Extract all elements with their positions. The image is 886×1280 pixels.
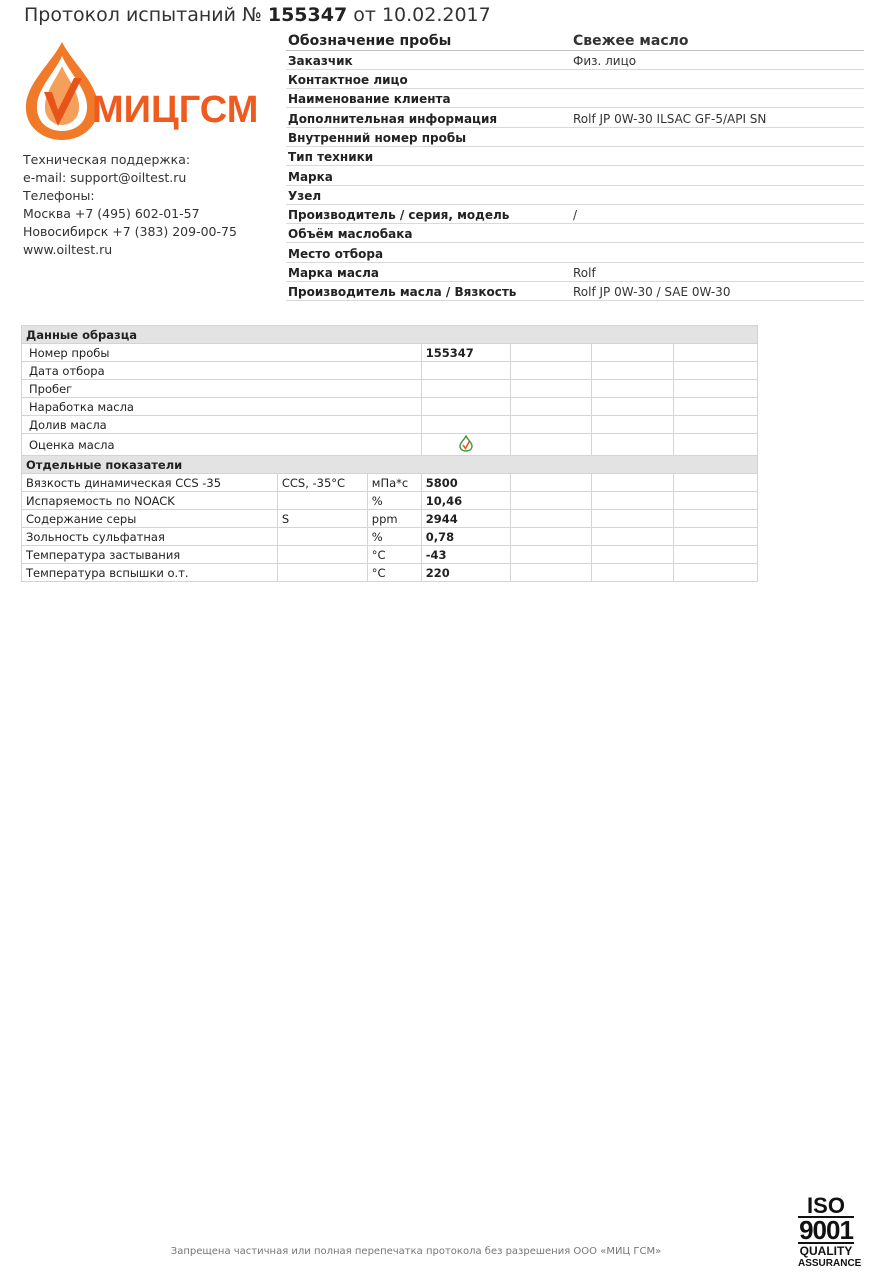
sample-data-label: Долив масла	[22, 416, 422, 434]
field-value	[571, 69, 864, 88]
indicators-section-header	[22, 456, 758, 474]
empty-cell	[510, 474, 592, 492]
empty-cell	[510, 564, 592, 582]
field-value	[571, 166, 864, 185]
indicator-method	[277, 492, 367, 510]
empty-cell	[510, 380, 592, 398]
field-value	[571, 243, 864, 262]
contacts-block	[23, 151, 237, 259]
field-label: Марка	[286, 166, 571, 185]
sample-info-row	[286, 166, 864, 185]
field-label: Производитель масла / Вязкость	[286, 282, 571, 301]
indicator-value: 0,78	[421, 528, 510, 546]
indicator-method: S	[277, 510, 367, 528]
indicator-method	[277, 564, 367, 582]
empty-cell	[592, 492, 674, 510]
empty-cell	[592, 474, 674, 492]
indicator-unit: мПа*с	[367, 474, 421, 492]
empty-cell	[674, 434, 758, 456]
empty-cell	[510, 416, 592, 434]
field-label: Наименование клиента	[286, 89, 571, 108]
empty-cell	[510, 492, 592, 510]
indicator-row	[22, 528, 758, 546]
sample-data-row	[22, 416, 758, 434]
indicator-row	[22, 492, 758, 510]
empty-cell	[510, 528, 592, 546]
indicator-value: 220	[421, 564, 510, 582]
support-email[interactable]: e-mail: support@oiltest.ru	[23, 170, 187, 185]
field-label: Тип техники	[286, 146, 571, 165]
indicator-row	[22, 564, 758, 582]
empty-cell	[510, 434, 592, 456]
empty-cell	[674, 474, 758, 492]
sample-data-label: Номер пробы	[22, 344, 422, 362]
sample-info-rows	[286, 50, 864, 301]
iso-line2: 9001	[799, 1215, 853, 1245]
support-label: Техническая поддержка:	[23, 152, 191, 167]
iso-line1: ISO	[798, 1196, 854, 1218]
field-label: Объём маслобака	[286, 224, 571, 243]
empty-cell	[674, 564, 758, 582]
empty-cell	[510, 344, 592, 362]
sample-info-row	[286, 262, 864, 281]
indicator-rows	[22, 474, 758, 582]
indicator-value: 2944	[421, 510, 510, 528]
empty-cell	[674, 380, 758, 398]
sample-data-row	[22, 362, 758, 380]
indicator-method	[277, 528, 367, 546]
sample-data-row	[22, 434, 758, 456]
indicator-value: 10,46	[421, 492, 510, 510]
empty-cell	[592, 546, 674, 564]
sample-info-row	[286, 204, 864, 223]
empty-cell	[674, 416, 758, 434]
field-value: Физ. лицо	[571, 50, 864, 69]
title-prefix: Протокол испытаний №	[24, 4, 262, 26]
title-date: от 10.02.2017	[353, 4, 491, 26]
indicator-name: Зольность сульфатная	[22, 528, 278, 546]
field-value	[571, 89, 864, 108]
sample-info-row	[286, 127, 864, 146]
indicators-title: Отдельные показатели	[22, 456, 758, 474]
indicator-value: 5800	[421, 474, 510, 492]
field-label: Узел	[286, 185, 571, 204]
sample-data-label: Дата отбора	[22, 362, 422, 380]
sample-info-header	[286, 30, 864, 50]
indicator-row	[22, 510, 758, 528]
field-label: Место отбора	[286, 243, 571, 262]
field-label: Контактное лицо	[286, 69, 571, 88]
sample-data-rows	[22, 344, 758, 456]
website-link[interactable]: www.oiltest.ru	[23, 242, 113, 257]
empty-cell	[592, 510, 674, 528]
logo-text: МИЦГСМ	[92, 89, 259, 131]
sample-data-row	[22, 380, 758, 398]
empty-cell	[592, 344, 674, 362]
sample-data-row	[22, 344, 758, 362]
sample-info-row	[286, 146, 864, 165]
sample-data-label: Наработка масла	[22, 398, 422, 416]
field-value	[571, 127, 864, 146]
field-label: Марка масла	[286, 262, 571, 281]
results-table	[21, 325, 758, 582]
company-logo	[22, 40, 262, 144]
empty-cell	[674, 546, 758, 564]
indicator-name: Температура вспышки о.т.	[22, 564, 278, 582]
sample-data-value	[421, 434, 510, 456]
protocol-title	[24, 4, 491, 26]
indicator-unit: °C	[367, 546, 421, 564]
sample-info-row	[286, 243, 864, 262]
empty-cell	[592, 564, 674, 582]
empty-cell	[592, 528, 674, 546]
sample-info-row	[286, 224, 864, 243]
sample-info-table	[286, 30, 864, 301]
sample-data-label: Пробег	[22, 380, 422, 398]
empty-cell	[592, 398, 674, 416]
sample-info-row	[286, 108, 864, 127]
indicator-unit: °C	[367, 564, 421, 582]
sample-info-row	[286, 282, 864, 301]
indicator-unit: ppm	[367, 510, 421, 528]
sample-data-value	[421, 362, 510, 380]
empty-cell	[674, 362, 758, 380]
oil-ok-icon	[459, 435, 473, 452]
empty-cell	[592, 362, 674, 380]
field-label: Производитель / серия, модель	[286, 204, 571, 223]
sample-info-row	[286, 50, 864, 69]
empty-cell	[674, 510, 758, 528]
empty-cell	[510, 362, 592, 380]
sample-designation-label: Обозначение пробы	[286, 30, 571, 50]
sample-designation-value: Свежее масло	[571, 30, 864, 50]
sample-data-value	[421, 416, 510, 434]
field-value: Rolf JP 0W-30 ILSAC GF-5/API SN	[571, 108, 864, 127]
indicator-name: Испаряемость по NOACK	[22, 492, 278, 510]
indicator-name: Температура застывания	[22, 546, 278, 564]
empty-cell	[510, 510, 592, 528]
sample-data-value: 155347	[421, 344, 510, 362]
field-value: Rolf	[571, 262, 864, 281]
field-value	[571, 224, 864, 243]
sample-data-section-header	[22, 326, 758, 344]
sample-data-row	[22, 398, 758, 416]
field-label: Дополнительная информация	[286, 108, 571, 127]
indicator-unit: %	[367, 528, 421, 546]
sample-info-row	[286, 69, 864, 88]
field-label: Внутренний номер пробы	[286, 127, 571, 146]
indicator-name: Вязкость динамическая CCS -35	[22, 474, 278, 492]
sample-data-label: Оценка масла	[22, 434, 422, 456]
phone-moscow: Москва +7 (495) 602-01-57	[23, 206, 200, 221]
empty-cell	[674, 398, 758, 416]
indicator-unit: %	[367, 492, 421, 510]
field-value: /	[571, 204, 864, 223]
sample-info-row	[286, 185, 864, 204]
sample-data-value	[421, 398, 510, 416]
iso-9001-badge	[798, 1193, 862, 1269]
sample-data-value	[421, 380, 510, 398]
iso-line4: ASSURANCE	[798, 1258, 862, 1269]
indicator-row	[22, 474, 758, 492]
indicator-method	[277, 546, 367, 564]
empty-cell	[510, 546, 592, 564]
indicator-method: CCS, -35°C	[277, 474, 367, 492]
iso-line3: QUALITY	[799, 1244, 853, 1258]
phones-label: Телефоны:	[23, 188, 95, 203]
indicator-value: -43	[421, 546, 510, 564]
empty-cell	[674, 492, 758, 510]
sample-info-row	[286, 89, 864, 108]
field-value: Rolf JP 0W-30 / SAE 0W-30	[571, 282, 864, 301]
indicator-row	[22, 546, 758, 564]
indicator-name: Содержание серы	[22, 510, 278, 528]
empty-cell	[674, 528, 758, 546]
drop-logo-icon	[22, 40, 102, 144]
field-value	[571, 185, 864, 204]
empty-cell	[674, 344, 758, 362]
empty-cell	[592, 380, 674, 398]
empty-cell	[510, 398, 592, 416]
empty-cell	[592, 416, 674, 434]
footer-note: Запрещена частичная или полная перепечатка протокола без разрешения ООО «МИЦ ГСМ»	[170, 1246, 662, 1257]
field-value	[571, 146, 864, 165]
empty-cell	[592, 434, 674, 456]
phone-novosibirsk: Новосибирск +7 (383) 209-00-75	[23, 224, 237, 239]
sample-data-title: Данные образца	[22, 326, 758, 344]
field-label: Заказчик	[286, 50, 571, 69]
protocol-number: 155347	[267, 4, 348, 26]
